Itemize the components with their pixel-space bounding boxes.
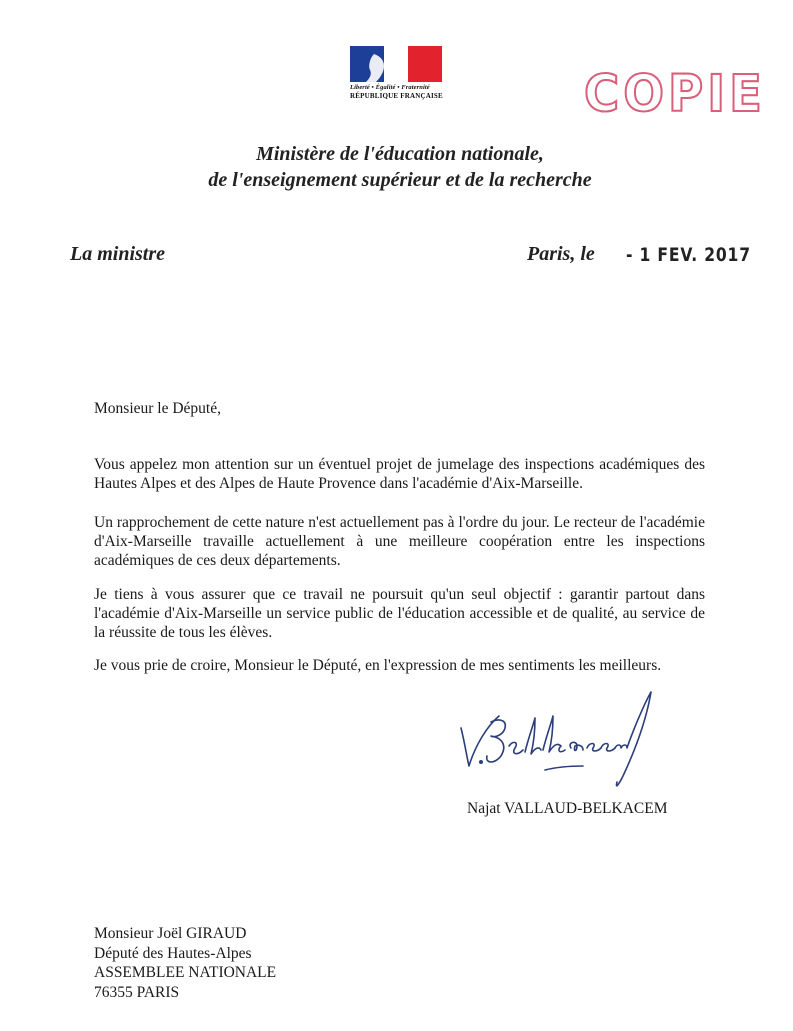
ministry-line-2: de l'enseignement supérieur et de la recherche	[208, 169, 592, 191]
paragraph-3: Je tiens à vous assurer que ce travail ne poursuit qu'un seul objectif : garantir partout dans l'académie d'Aix-Marseille un service public de l'éducation accessible et de qualité, au service de la réussite de tous les élèves.	[94, 586, 705, 641]
recipient-line: Député des Hautes-Alpes	[94, 944, 252, 962]
republique-francaise-logo	[350, 46, 445, 100]
paragraph-1: Vous appelez mon attention sur un éventuel projet de jumelage des inspections académiques des Hautes Alpes et des Alpes de Haute Provence dans l'académie d'Aix-Marseille.	[94, 456, 705, 492]
recipient-line: ASSEMBLEE NATIONALE	[94, 964, 277, 981]
copie-stamp: COPIE	[584, 64, 766, 124]
date-city: Paris, le	[527, 243, 595, 265]
logo-republic: RÉPUBLIQUE FRANÇAISE	[350, 92, 443, 100]
signer-name: Najat VALLAUD-BELKACEM	[467, 800, 668, 817]
date-stamp: - 1 FEV. 2017	[626, 244, 751, 266]
paragraph-2: Un rapprochement de cette nature n'est actuellement pas à l'ordre du jour. Le recteur de l'académie d'Aix-Marseille travaille actuellement à une meilleure coopération entre les inspections académiques de ces deux départements.	[94, 514, 705, 569]
sender-label: La ministre	[70, 243, 166, 265]
logo-motto: Liberté • Égalité • Fraternité	[350, 84, 430, 91]
tricolor-flag-icon	[350, 46, 442, 82]
recipient-line: Monsieur Joël GIRAUD	[94, 925, 247, 942]
ministry-line-1: Ministère de l'éducation nationale,	[256, 143, 544, 165]
handwritten-signature	[447, 686, 677, 796]
recipient-address	[94, 924, 276, 1002]
marianne-profile-icon	[360, 50, 394, 86]
paragraph-4: Je vous prie de croire, Monsieur le Député, en l'expression de mes sentiments les meilleurs.	[94, 657, 662, 674]
ministry-header	[150, 141, 650, 193]
salutation: Monsieur le Député,	[94, 400, 221, 417]
recipient-line: 76355 PARIS	[94, 983, 180, 1001]
